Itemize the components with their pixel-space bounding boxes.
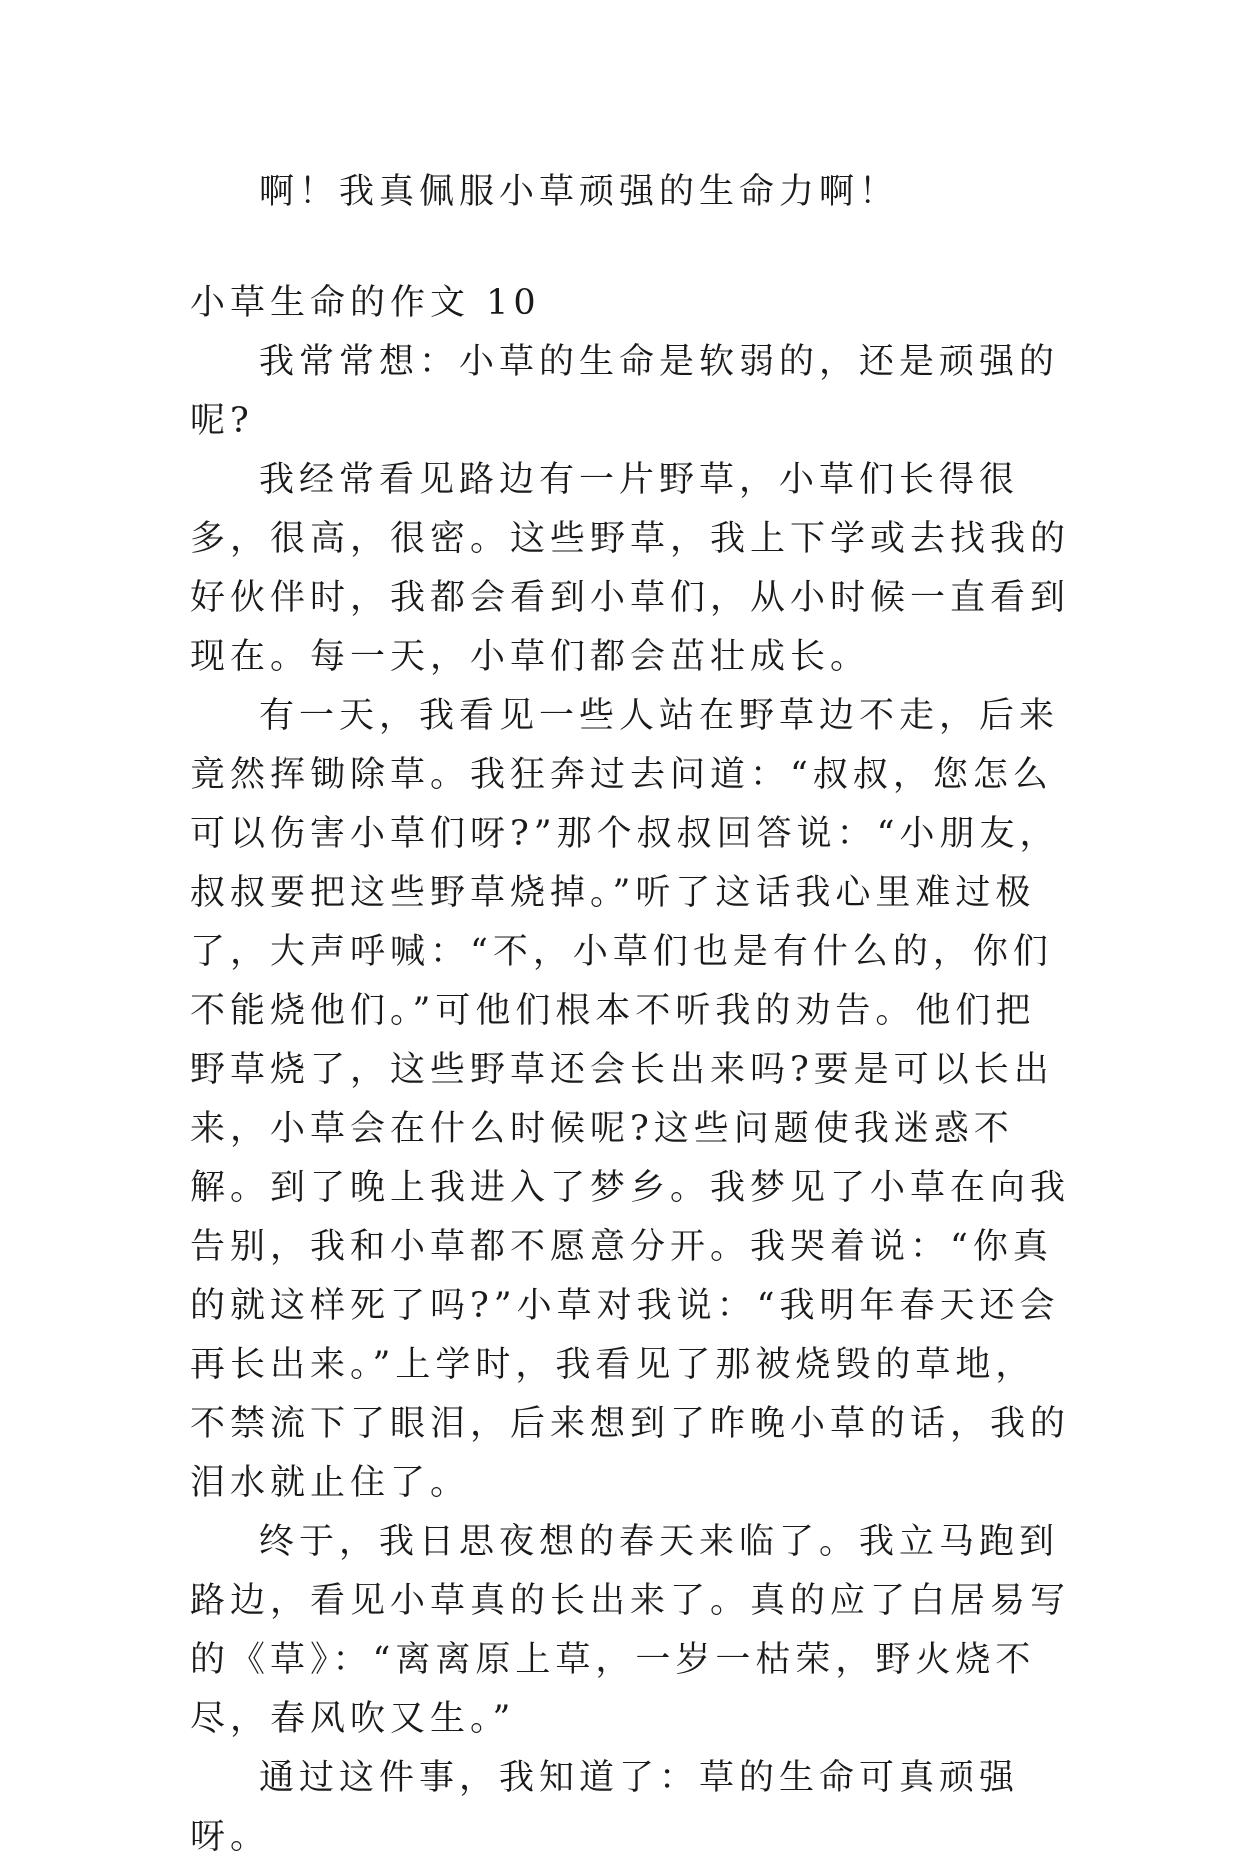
article-paragraph-5: 通过这件事，我知道了：草的生命可真顽强呀。 (190, 1758, 1020, 1857)
document-body (190, 163, 1070, 1867)
article-paragraph-3: 有一天，我看见一些人站在野草边不走，后来竟然挥锄除草。我狂奔过去问道：“叔叔，您怎么可以伤害小草们呀?”那个叔叔回答说：“小朋友，叔叔要把这些野草烧掉。”听了这话我心里难过极了，大声呼喊：“不，小草们也是有什么的，你们不能烧他们。”可他们根本不听我的劝告。他们把野草烧了，这些野草还会长出来吗?要是可以长出来，小草会在什么时候呢?这些问题使我迷惑不解。到了晚上我进入了梦乡。我梦见了小草在向我告别，我和小草都不愿意分开。我哭着说：“你真的就这样死了吗?”小草对我说：“我明年春天还会再长出来。”上学时，我看见了那被烧毁的草地，不禁流下了眼泪，后来想到了昨晚小草的话，我的泪水就止住了。 (190, 696, 1071, 1503)
article-paragraph-1: 我常常想：小草的生命是软弱的，还是顽强的呢? (190, 342, 1060, 441)
article-paragraph-4: 终于，我日思夜想的春天来临了。我立马跑到路边，看见小草真的长出来了。真的应了白居易写的《草》：“离离原上草，一岁一枯荣，野火烧不尽，春风吹又生。” (190, 1522, 1071, 1739)
article-paragraph-2: 我经常看见路边有一片野草，小草们长得很多，很高，很密。这些野草，我上下学或去找我的好伙伴时，我都会看到小草们，从小时候一直看到现在。每一天，小草们都会茁壮成长。 (190, 460, 1071, 677)
intro-paragraph: 啊！我真佩服小草顽强的生命力啊！ (259, 172, 900, 212)
article-title: 小草生命的作文 10 (190, 283, 541, 323)
